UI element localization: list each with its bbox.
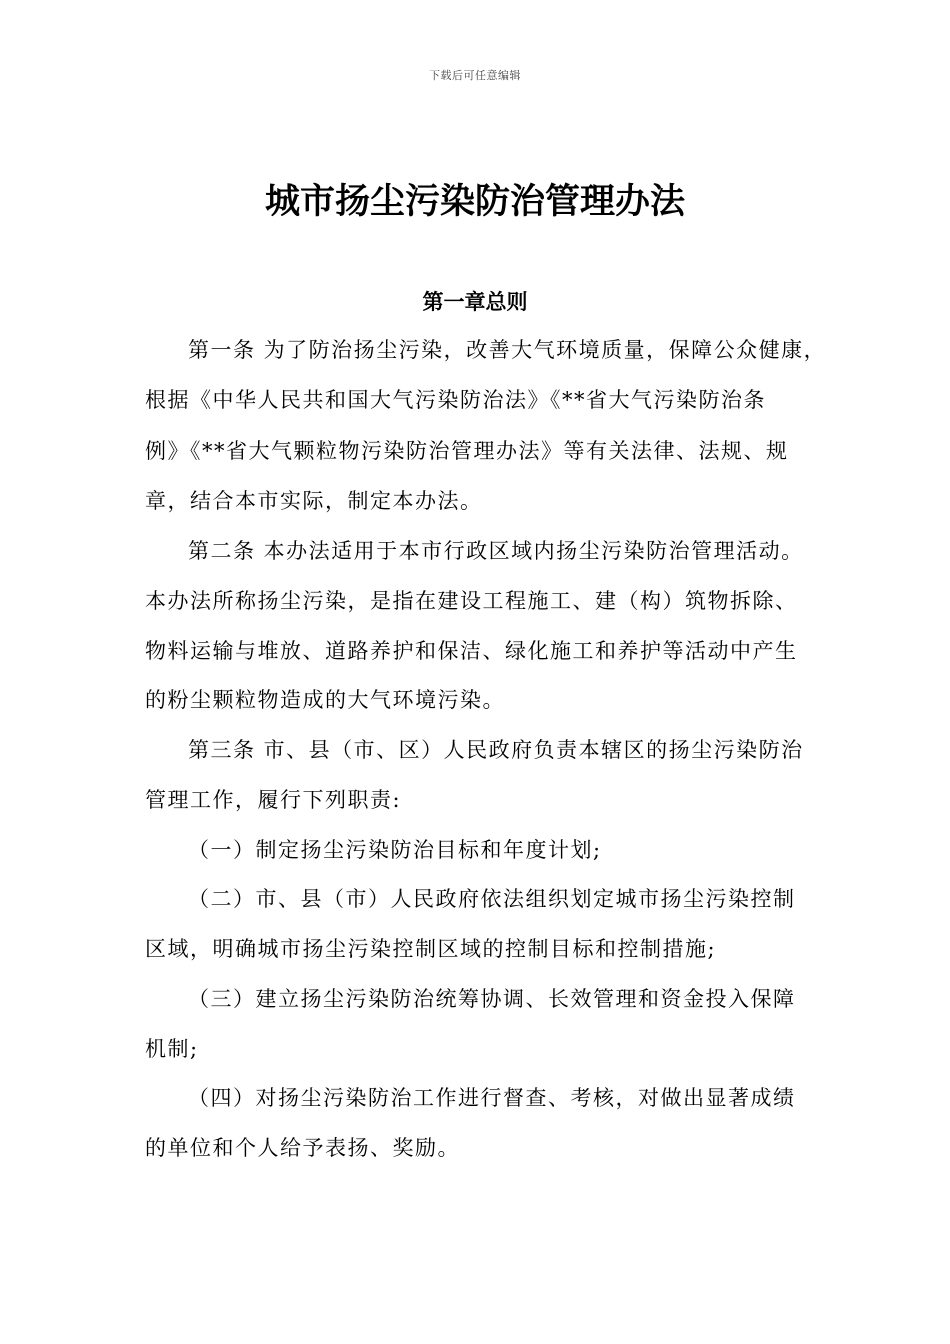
article-1-line-3: 例》《**省大气颗粒物污染防治管理办法》等有关法律、法规、规 xyxy=(145,439,789,463)
article-2-line-3: 物料运输与堆放、道路养护和保洁、绿化施工和养护等活动中产生 xyxy=(145,639,798,663)
article-3-line-1: 第三条 市、县（市、区）人民政府负责本辖区的扬尘污染防治 xyxy=(188,738,804,762)
document-title: 城市扬尘污染防治管理办法 xyxy=(264,182,685,222)
duty-item-4-line-1: （四）对扬尘污染防治工作进行督查、考核，对做出显著成绩 xyxy=(188,1086,796,1110)
article-1-line-2: 根据《中华人民共和国大气污染防治法》《**省大气污染防治条 xyxy=(145,388,766,412)
header-note: 下载后可任意编辑 xyxy=(429,69,521,82)
duty-item-3-line-1: （三）建立扬尘污染防治统筹协调、长效管理和资金投入保障 xyxy=(188,987,796,1011)
duty-item-3-line-2: 机制; xyxy=(145,1037,199,1061)
article-2-line-1: 第二条 本办法适用于本市行政区域内扬尘污染防治管理活动。 xyxy=(188,539,804,563)
article-2-line-4: 的粉尘颗粒物造成的大气环境污染。 xyxy=(145,688,505,712)
article-2-line-2: 本办法所称扬尘污染，是指在建设工程施工、建（构）筑物拆除、 xyxy=(145,589,798,613)
duty-item-4-line-2: 的单位和个人给予表扬、奖励。 xyxy=(145,1136,460,1160)
duty-item-1: （一）制定扬尘污染防治目标和年度计划; xyxy=(188,838,602,862)
chapter-heading: 第一章总则 xyxy=(422,290,528,314)
article-3-line-2: 管理工作，履行下列职责: xyxy=(145,788,402,812)
duty-item-2-line-2: 区域，明确城市扬尘污染控制区域的控制目标和控制措施; xyxy=(145,937,717,961)
duty-item-2-line-1: （二）市、县（市）人民政府依法组织划定城市扬尘污染控制 xyxy=(188,887,796,911)
article-1-line-4: 章，结合本市实际，制定本办法。 xyxy=(145,489,483,513)
article-1-line-1: 第一条 为了防治扬尘污染，改善大气环境质量，保障公众健康， xyxy=(188,338,827,362)
